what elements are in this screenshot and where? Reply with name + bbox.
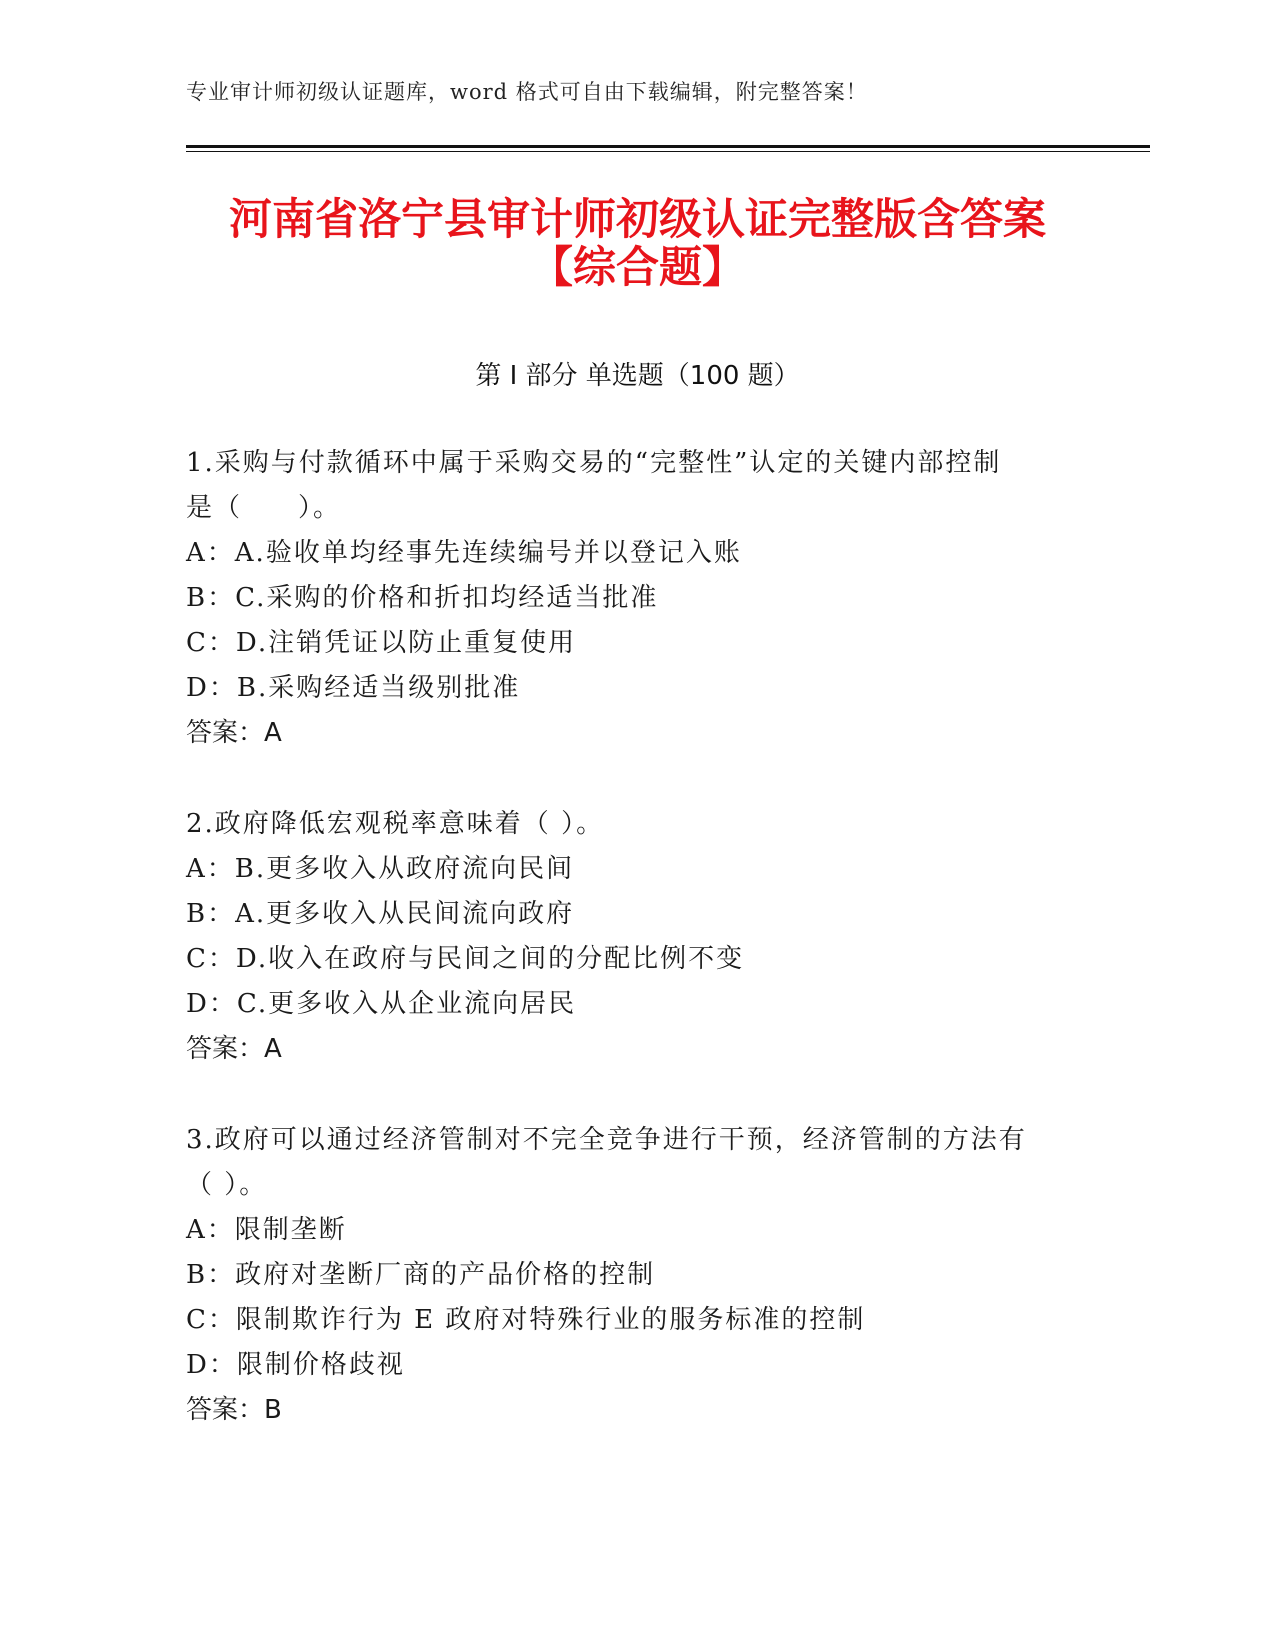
- question-3-answer: 答案：B: [186, 1395, 282, 1425]
- question-3-stem-line2: （ ）。: [186, 1170, 268, 1200]
- question-2-option-c: C：D.收入在政府与民间之间的分配比例不变: [186, 944, 745, 974]
- question-1-option-a: A：A.验收单均经事先连续编号并以登记入账: [186, 538, 742, 568]
- question-3-stem-line1: 3.政府可以通过经济管制对不完全竞争进行干预，经济管制的方法有: [186, 1125, 1027, 1155]
- question-2-option-b: B：A.更多收入从民间流向政府: [186, 899, 575, 929]
- document-title-line1: 河南省洛宁县审计师初级认证完整版含答案: [229, 195, 1046, 245]
- document-title-line2: 【综合题】: [530, 243, 745, 293]
- header-divider-thick: [186, 145, 1150, 148]
- question-3-option-d: D：限制价格歧视: [186, 1350, 405, 1380]
- question-2-option-a: A：B.更多收入从政府流向民间: [186, 854, 575, 884]
- question-1-option-b: B：C.采购的价格和折扣均经适当批准: [186, 583, 659, 613]
- section-title: 第 I 部分 单选题（100 题）: [475, 361, 800, 391]
- question-3-option-c: C：限制欺诈行为 E 政府对特殊行业的服务标准的控制: [186, 1305, 866, 1335]
- question-1-answer: 答案：A: [186, 718, 282, 748]
- question-1-option-c: C：D.注销凭证以防止重复使用: [186, 628, 577, 658]
- question-list: [186, 441, 1066, 1479]
- header-note: 专业审计师初级认证题库，word 格式可自由下载编辑，附完整答案！: [186, 80, 868, 104]
- document-title: [160, 196, 1115, 292]
- question-2-stem-line1: 2.政府降低宏观税率意味着（ ）。: [186, 809, 605, 839]
- question-3: [186, 1118, 1066, 1433]
- question-1-stem-line2: 是（ ）。: [186, 493, 342, 523]
- question-2: [186, 802, 1066, 1072]
- question-1-option-d: D：B.采购经适当级别批准: [186, 673, 521, 703]
- question-2-option-d: D：C.更多收入从企业流向居民: [186, 989, 577, 1019]
- question-3-option-b: B：政府对垄断厂商的产品价格的控制: [186, 1260, 656, 1290]
- question-2-answer: 答案：A: [186, 1034, 282, 1064]
- question-1-stem-line1: 1.采购与付款循环中属于采购交易的“完整性”认定的关键内部控制: [186, 448, 1002, 478]
- question-3-option-a: A：限制垄断: [186, 1215, 347, 1245]
- question-1: [186, 441, 1066, 756]
- header-divider-thin: [186, 151, 1150, 152]
